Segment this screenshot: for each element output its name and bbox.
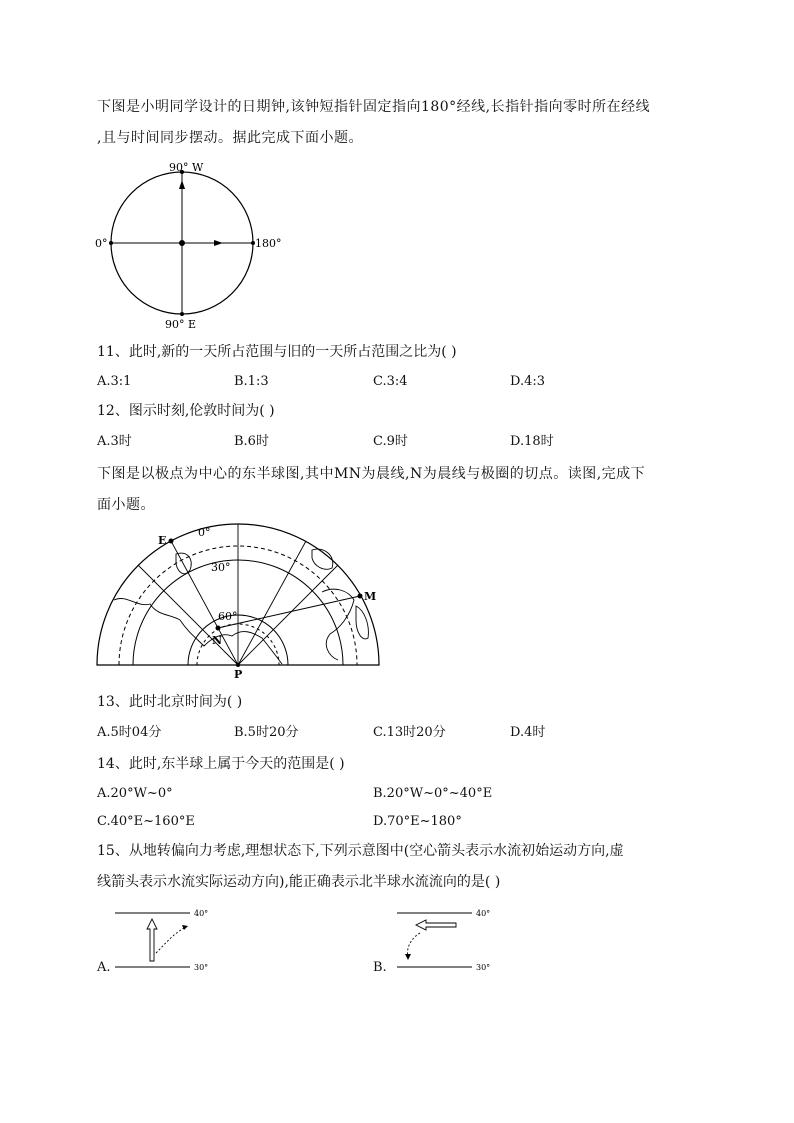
diagram-a-label-30: 30° [194, 963, 209, 972]
intro-paragraph-2 [97, 459, 697, 521]
label-e: E [158, 534, 167, 547]
meridian-upper-right [238, 541, 306, 665]
label-zero-degree: 0° [198, 526, 211, 539]
q11-option-c[interactable]: C.3:4 [373, 374, 408, 389]
intro-paragraph-1 [97, 92, 697, 154]
dashed-arrowhead-b-icon [405, 954, 411, 960]
q15-option-b-label[interactable]: B. [373, 960, 387, 975]
q13-option-a[interactable]: A.5时04分 [97, 725, 162, 740]
label-n: N [212, 634, 223, 647]
clock-label-right: 180° [255, 237, 282, 250]
terminator-line-mn [218, 596, 360, 628]
q15-diagram-a[interactable] [110, 903, 220, 975]
clock-center-dot [179, 240, 185, 246]
q11-option-a[interactable]: A.3:1 [97, 374, 132, 389]
q12-option-b[interactable]: B.6时 [234, 434, 269, 449]
point-e [169, 539, 174, 544]
q11-option-b[interactable]: B.1:3 [234, 374, 269, 389]
island-outline [356, 606, 368, 639]
question-14-stem: 14、此时,东半球上属于今天的范围是( ) [97, 756, 345, 772]
hollow-arrow-up-icon [147, 919, 157, 961]
dashed-curve-arrow-icon [156, 927, 186, 953]
long-hand-arrow-icon [179, 180, 185, 189]
q13-option-d[interactable]: D.4时 [510, 725, 546, 740]
q14-option-d[interactable]: D.70°E~180° [373, 814, 462, 829]
point-n [216, 626, 221, 631]
intro-1-line-1: 下图是小明同学设计的日期钟,该钟短指针固定指向180°经线,长指针指向零时所在经线 [97, 99, 651, 115]
meridian-e [171, 541, 238, 665]
eastern-hemisphere-figure [92, 520, 392, 682]
clock-dot-left [109, 241, 113, 245]
question-12-stem: 12、图示时刻,伦敦时间为( ) [97, 403, 275, 419]
intro-1-line-2: ,且与时间同步摆动。据此完成下面小题。 [97, 130, 363, 146]
diagram-b-label-30: 30° [476, 963, 491, 972]
short-hand-arrow-icon [214, 240, 223, 246]
clock-label-top: 90° W [169, 161, 204, 174]
q12-option-a[interactable]: A.3时 [97, 434, 132, 449]
dashed-curve-down-icon [408, 933, 421, 957]
q13-option-c[interactable]: C.13时20分 [373, 725, 446, 740]
label-p: P [234, 668, 243, 681]
question-15-stem-line-2: 线箭头表示水流实际运动方向),能正确表示北半球水流流向的是( ) [97, 874, 501, 890]
date-clock-figure [90, 156, 290, 336]
meridian-right [238, 565, 338, 665]
clock-label-left: 0° [95, 237, 108, 250]
label-m: M [364, 590, 377, 603]
hollow-arrow-left-icon [416, 920, 456, 930]
q14-option-a[interactable]: A.20°W~0° [97, 786, 173, 801]
label-sixty-degree: 60° [218, 610, 238, 623]
question-15-stem-line-1: 15、从地转偏向力考虑,理想状态下,下列示意图中(空心箭头表示水流初始运动方向,虚 [97, 843, 624, 859]
q15-diagram-b[interactable] [392, 903, 502, 975]
diagram-b-label-40: 40° [476, 909, 491, 918]
q11-option-d[interactable]: D.4:3 [510, 374, 546, 389]
intro-2-line-1: 下图是以极点为中心的东半球图,其中MN为晨线,N为晨线与极圈的切点。读图,完成下 [97, 466, 646, 482]
question-13-stem: 13、此时北京时间为( ) [97, 694, 243, 710]
question-11-stem: 11、此时,新的一天所占范围与旧的一天所占范围之比为( ) [97, 344, 457, 360]
intro-2-line-2: 面小题。 [97, 497, 155, 513]
clock-label-bottom: 90° E [165, 318, 197, 331]
q15-option-a-label[interactable]: A. [97, 960, 111, 975]
q14-option-b[interactable]: B.20°W~0°~40°E [373, 786, 493, 801]
diagram-a-label-40: 40° [194, 909, 209, 918]
q12-option-c[interactable]: C.9时 [373, 434, 408, 449]
clock-dot-bottom [180, 312, 184, 316]
q13-option-b[interactable]: B.5时20分 [234, 725, 299, 740]
label-thirty-degree: 30° [211, 561, 231, 574]
q12-option-d[interactable]: D.18时 [510, 434, 554, 449]
q14-option-c[interactable]: C.40°E~160°E [97, 814, 195, 829]
point-m [358, 594, 363, 599]
dashed-arrowhead-a-icon [182, 925, 188, 930]
point-p [236, 663, 240, 667]
